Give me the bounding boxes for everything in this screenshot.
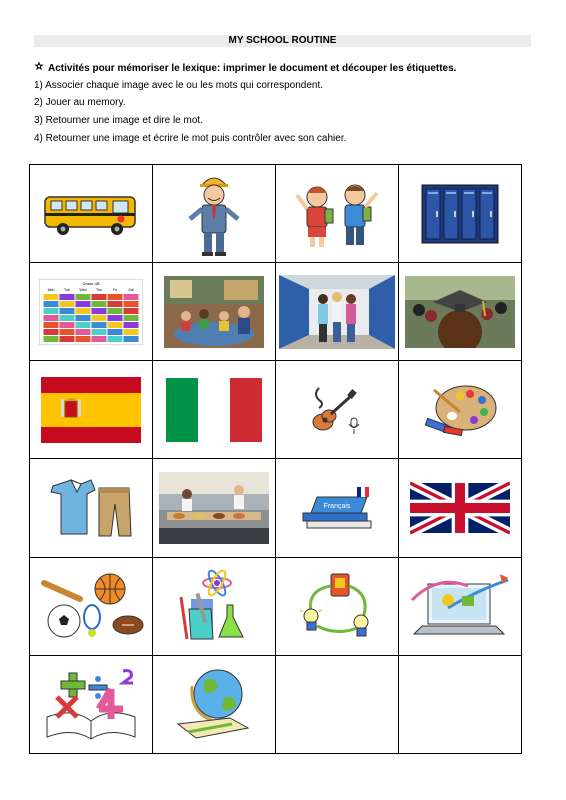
timetable-cell bbox=[124, 329, 139, 335]
timetable-cell bbox=[92, 329, 107, 335]
timetable-cell bbox=[44, 336, 59, 342]
timetable-day-label: Fri bbox=[112, 287, 118, 292]
book-title: Français bbox=[323, 503, 351, 511]
timetable-cell bbox=[92, 336, 107, 342]
timetable-day-label: Wed bbox=[79, 287, 87, 292]
card-row bbox=[30, 557, 522, 655]
timetable-cell bbox=[44, 315, 59, 321]
card-empty bbox=[399, 655, 522, 753]
timetable-day-label: Tue bbox=[64, 287, 70, 292]
timetable-cell bbox=[60, 322, 75, 328]
card-row bbox=[30, 165, 522, 263]
intro-line bbox=[34, 61, 456, 75]
card bbox=[30, 459, 153, 557]
timetable-cell bbox=[60, 336, 75, 342]
card bbox=[276, 263, 399, 361]
timetable-cell bbox=[60, 315, 75, 321]
timetable-cell bbox=[44, 301, 59, 307]
hallway-photo-icon bbox=[279, 275, 395, 349]
italy-flag-icon bbox=[166, 378, 262, 442]
card bbox=[276, 361, 399, 459]
star-icon bbox=[34, 61, 45, 75]
timetable-cell bbox=[108, 301, 123, 307]
art-palette-icon bbox=[420, 380, 500, 440]
card bbox=[153, 263, 276, 361]
card bbox=[30, 361, 153, 459]
timetable-cell bbox=[76, 336, 91, 342]
timetable-cell bbox=[76, 315, 91, 321]
canteen-photo-icon bbox=[159, 472, 269, 544]
timetable-cell bbox=[92, 301, 107, 307]
card bbox=[153, 361, 276, 459]
sports-balls-icon bbox=[38, 569, 144, 643]
globe-icon bbox=[174, 666, 254, 742]
step-3: 3) Retourner une image et dire le mot. bbox=[34, 115, 203, 126]
timetable-cell bbox=[76, 308, 91, 314]
timetable-cell bbox=[92, 315, 107, 321]
card bbox=[399, 557, 522, 655]
timetable-cell bbox=[124, 301, 139, 307]
teacher-icon bbox=[184, 171, 244, 257]
timetable-cell bbox=[44, 294, 59, 300]
timetable-cell bbox=[124, 322, 139, 328]
timetable-cell bbox=[76, 322, 91, 328]
graduation-photo-icon bbox=[405, 276, 515, 348]
timetable-icon bbox=[39, 279, 143, 345]
timetable-cell bbox=[44, 322, 59, 328]
timetable-cell bbox=[44, 308, 59, 314]
card bbox=[399, 165, 522, 263]
card bbox=[153, 655, 276, 753]
card bbox=[30, 557, 153, 655]
step-2: 2) Jouer au memory. bbox=[34, 97, 126, 108]
lockers-icon bbox=[420, 183, 500, 245]
spain-flag-icon bbox=[41, 377, 141, 443]
card bbox=[276, 165, 399, 263]
timetable-cell bbox=[60, 308, 75, 314]
intro-text: Activités pour mémoriser le lexique: imprimer le document et découper les étiquettes. bbox=[48, 63, 457, 74]
timetable-cell bbox=[124, 336, 139, 342]
timetable-cell bbox=[92, 308, 107, 314]
timetable-cell bbox=[108, 336, 123, 342]
timetable-cell bbox=[108, 294, 123, 300]
card bbox=[276, 557, 399, 655]
timetable-cell bbox=[124, 308, 139, 314]
timetable-cell bbox=[108, 329, 123, 335]
timetable-cell bbox=[108, 308, 123, 314]
timetable-cell bbox=[60, 329, 75, 335]
timetable-cell bbox=[60, 294, 75, 300]
electricity-icon bbox=[297, 570, 377, 642]
timetable-cell bbox=[124, 315, 139, 321]
computer-icon bbox=[408, 570, 512, 642]
card bbox=[30, 655, 153, 753]
title-bar bbox=[34, 35, 531, 47]
card bbox=[30, 165, 153, 263]
timetable-cell bbox=[108, 322, 123, 328]
step-4: 4) Retourner une image et écrire le mot puis contrôler avec son cahier. bbox=[34, 133, 347, 144]
vocabulary-card-grid bbox=[29, 164, 522, 754]
card bbox=[153, 165, 276, 263]
timetable-cell bbox=[108, 315, 123, 321]
card-empty bbox=[276, 655, 399, 753]
card bbox=[153, 557, 276, 655]
timetable-cell bbox=[44, 329, 59, 335]
card bbox=[153, 459, 276, 557]
classroom-photo-icon bbox=[164, 276, 264, 348]
card bbox=[399, 263, 522, 361]
timetable-cell bbox=[92, 322, 107, 328]
science-icon bbox=[179, 569, 249, 643]
timetable-heading: Grade 4B bbox=[82, 280, 100, 286]
timetable-cell bbox=[76, 301, 91, 307]
timetable-day-label: Mon bbox=[47, 287, 55, 292]
card-row bbox=[30, 655, 522, 753]
timetable-cell bbox=[92, 294, 107, 300]
music-icon bbox=[307, 384, 367, 436]
students-icon bbox=[289, 179, 385, 249]
card bbox=[399, 361, 522, 459]
timetable-cell bbox=[76, 329, 91, 335]
card bbox=[30, 263, 153, 361]
card bbox=[276, 459, 399, 557]
school-bus-icon bbox=[41, 189, 141, 239]
card-row bbox=[30, 361, 522, 459]
timetable-cell bbox=[76, 294, 91, 300]
uk-flag-icon bbox=[410, 478, 510, 538]
step-1: 1) Associer chaque image avec le ou les mots qui correspondent. bbox=[34, 80, 324, 91]
page-title: MY SCHOOL ROUTINE bbox=[228, 35, 337, 46]
timetable-cell bbox=[124, 294, 139, 300]
maths-icon bbox=[43, 667, 139, 741]
uniform-icon bbox=[43, 476, 139, 540]
card-row bbox=[30, 263, 522, 361]
french-books-icon bbox=[297, 485, 377, 531]
card bbox=[399, 459, 522, 557]
timetable-cell bbox=[60, 301, 75, 307]
card-row bbox=[30, 459, 522, 557]
timetable-day-label: Thu bbox=[95, 287, 103, 292]
timetable-day-label: Sat bbox=[128, 287, 134, 292]
